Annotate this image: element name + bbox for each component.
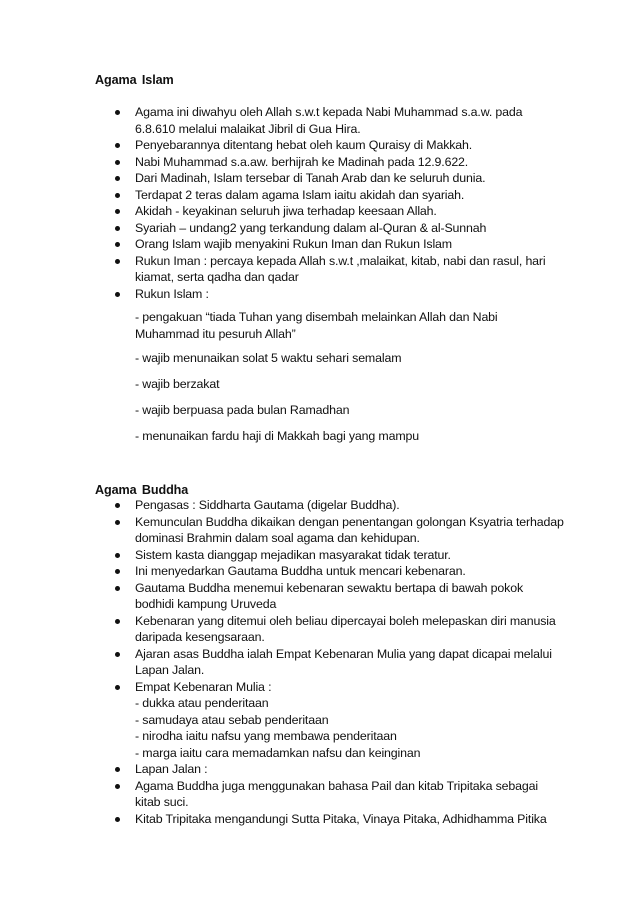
rukun-islam-item: - wajib menunaikan solat 5 waktu sehari semalam [135, 351, 402, 365]
kebenaran-item: - nirodha iaitu nafsu yang membawa penderitaan [135, 729, 397, 743]
bullet-icon [115, 226, 120, 231]
bullet-icon [115, 767, 120, 772]
bullet-icon [115, 553, 120, 558]
buddha-bullet-list [0, 497, 638, 827]
bullet-icon [115, 193, 120, 198]
list-item: Empat Kebenaran Mulia : - dukka atau penderitaan - samudaya atau sebab penderitaan - nirodha iaitu nafsu yang membawa penderitaan - marga iaitu cara memadamkan nafsu dan keinginan [0, 679, 565, 762]
bullet-icon [115, 209, 120, 214]
list-item: Dari Madinah, Islam tersebar di Tanah Arab dan ke seluruh dunia. [0, 170, 565, 187]
bullet-icon [115, 520, 120, 525]
bullet-icon [115, 586, 120, 591]
list-item: Ini menyedarkan Gautama Buddha untuk mencari kebenaran. [0, 563, 565, 580]
list-item: Gautama Buddha menemui kebenaran sewaktu bertapa di bawah pokok bodhidi kampung Uruveda [0, 580, 565, 613]
list-item: Nabi Muhammad s.a.aw. berhijrah ke Madinah pada 12.9.622. [0, 154, 565, 171]
rukun-islam-item: - menunaikan fardu haji di Makkah bagi yang mampu [135, 429, 419, 443]
bullet-icon [115, 784, 120, 789]
kebenaran-item: - marga iaitu cara memadamkan nafsu dan keinginan [135, 745, 421, 760]
empat-kebenaran-list [135, 695, 565, 761]
bullet-icon [115, 242, 120, 247]
rukun-islam-item: - pengakuan “tiada Tuhan yang disembah melainkan Allah dan Nabi Muhammad itu pesuruh Allah” [135, 310, 498, 341]
list-item: Penyebarannya ditentang hebat oleh kaum Quraisy di Makkah. [0, 137, 565, 154]
list-item: Rukun Islam : [0, 286, 565, 303]
bullet-icon [115, 292, 120, 297]
list-item: Kebenaran yang ditemui oleh beliau dipercayai boleh melepaskan diri manusia daripada kesengsaraan. [0, 613, 565, 646]
bullet-icon [115, 569, 120, 574]
rukun-islam-item: - wajib berzakat [135, 377, 220, 391]
bullet-icon [115, 503, 120, 508]
kebenaran-item: - dukka atau penderitaan [135, 696, 269, 710]
bullet-icon [115, 176, 120, 181]
list-item: Agama Buddha juga menggunakan bahasa Pail dan kitab Tripitaka sebagai kitab suci. [0, 778, 565, 811]
list-item: Rukun Iman : percaya kepada Allah s.w.t ,malaikat, kitab, nabi dan rasul, hari kiamat, serta qadha dan qadar [0, 253, 565, 286]
rukun-islam-item: - wajib berpuasa pada bulan Ramadhan [135, 403, 350, 417]
kebenaran-item: - samudaya atau sebab penderitaan [135, 712, 329, 727]
bullet-icon [115, 619, 120, 624]
section-heading-buddha: Agama Buddha [95, 483, 189, 497]
list-item: Terdapat 2 teras dalam agama Islam iaitu akidah dan syariah. [0, 187, 565, 204]
list-item: Akidah - keyakinan seluruh jiwa terhadap keesaan Allah. [0, 203, 565, 220]
list-item: Kemunculan Buddha dikaikan dengan penentangan golongan Ksyatria terhadap dominasi Brahmin dalam soal agama dan kehidupan. [0, 514, 565, 547]
list-item: Kitab Tripitaka mengandungi Sutta Pitaka, Vinaya Pitaka, Adhidhamma Pitika [0, 811, 565, 828]
list-item: Syariah – undang2 yang terkandung dalam al-Quran & al-Sunnah [0, 220, 565, 237]
list-item: Sistem kasta dianggap mejadikan masyarakat tidak teratur. [0, 547, 565, 564]
islam-bullet-list [0, 104, 638, 302]
list-item: Ajaran asas Buddha ialah Empat Kebenaran Mulia yang dapat dicapai melalui Lapan Jalan. [0, 646, 565, 679]
bullet-icon [115, 110, 120, 115]
section-heading-islam: Agama Islam [95, 73, 174, 87]
bullet-icon [115, 160, 120, 165]
list-item: Lapan Jalan : [0, 761, 565, 778]
bullet-icon [115, 143, 120, 148]
bullet-icon [115, 259, 120, 264]
bullet-icon [115, 652, 120, 657]
list-item: Orang Islam wajib menyakini Rukun Iman dan Rukun Islam [0, 236, 565, 253]
bullet-icon [115, 685, 120, 690]
list-item: Agama ini diwahyu oleh Allah s.w.t kepada Nabi Muhammad s.a.w. pada 6.8.610 melalui malaikat Jibril di Gua Hira. [0, 104, 565, 137]
list-item: Pengasas : Siddharta Gautama (digelar Buddha). [0, 497, 565, 514]
bullet-icon [115, 817, 120, 822]
